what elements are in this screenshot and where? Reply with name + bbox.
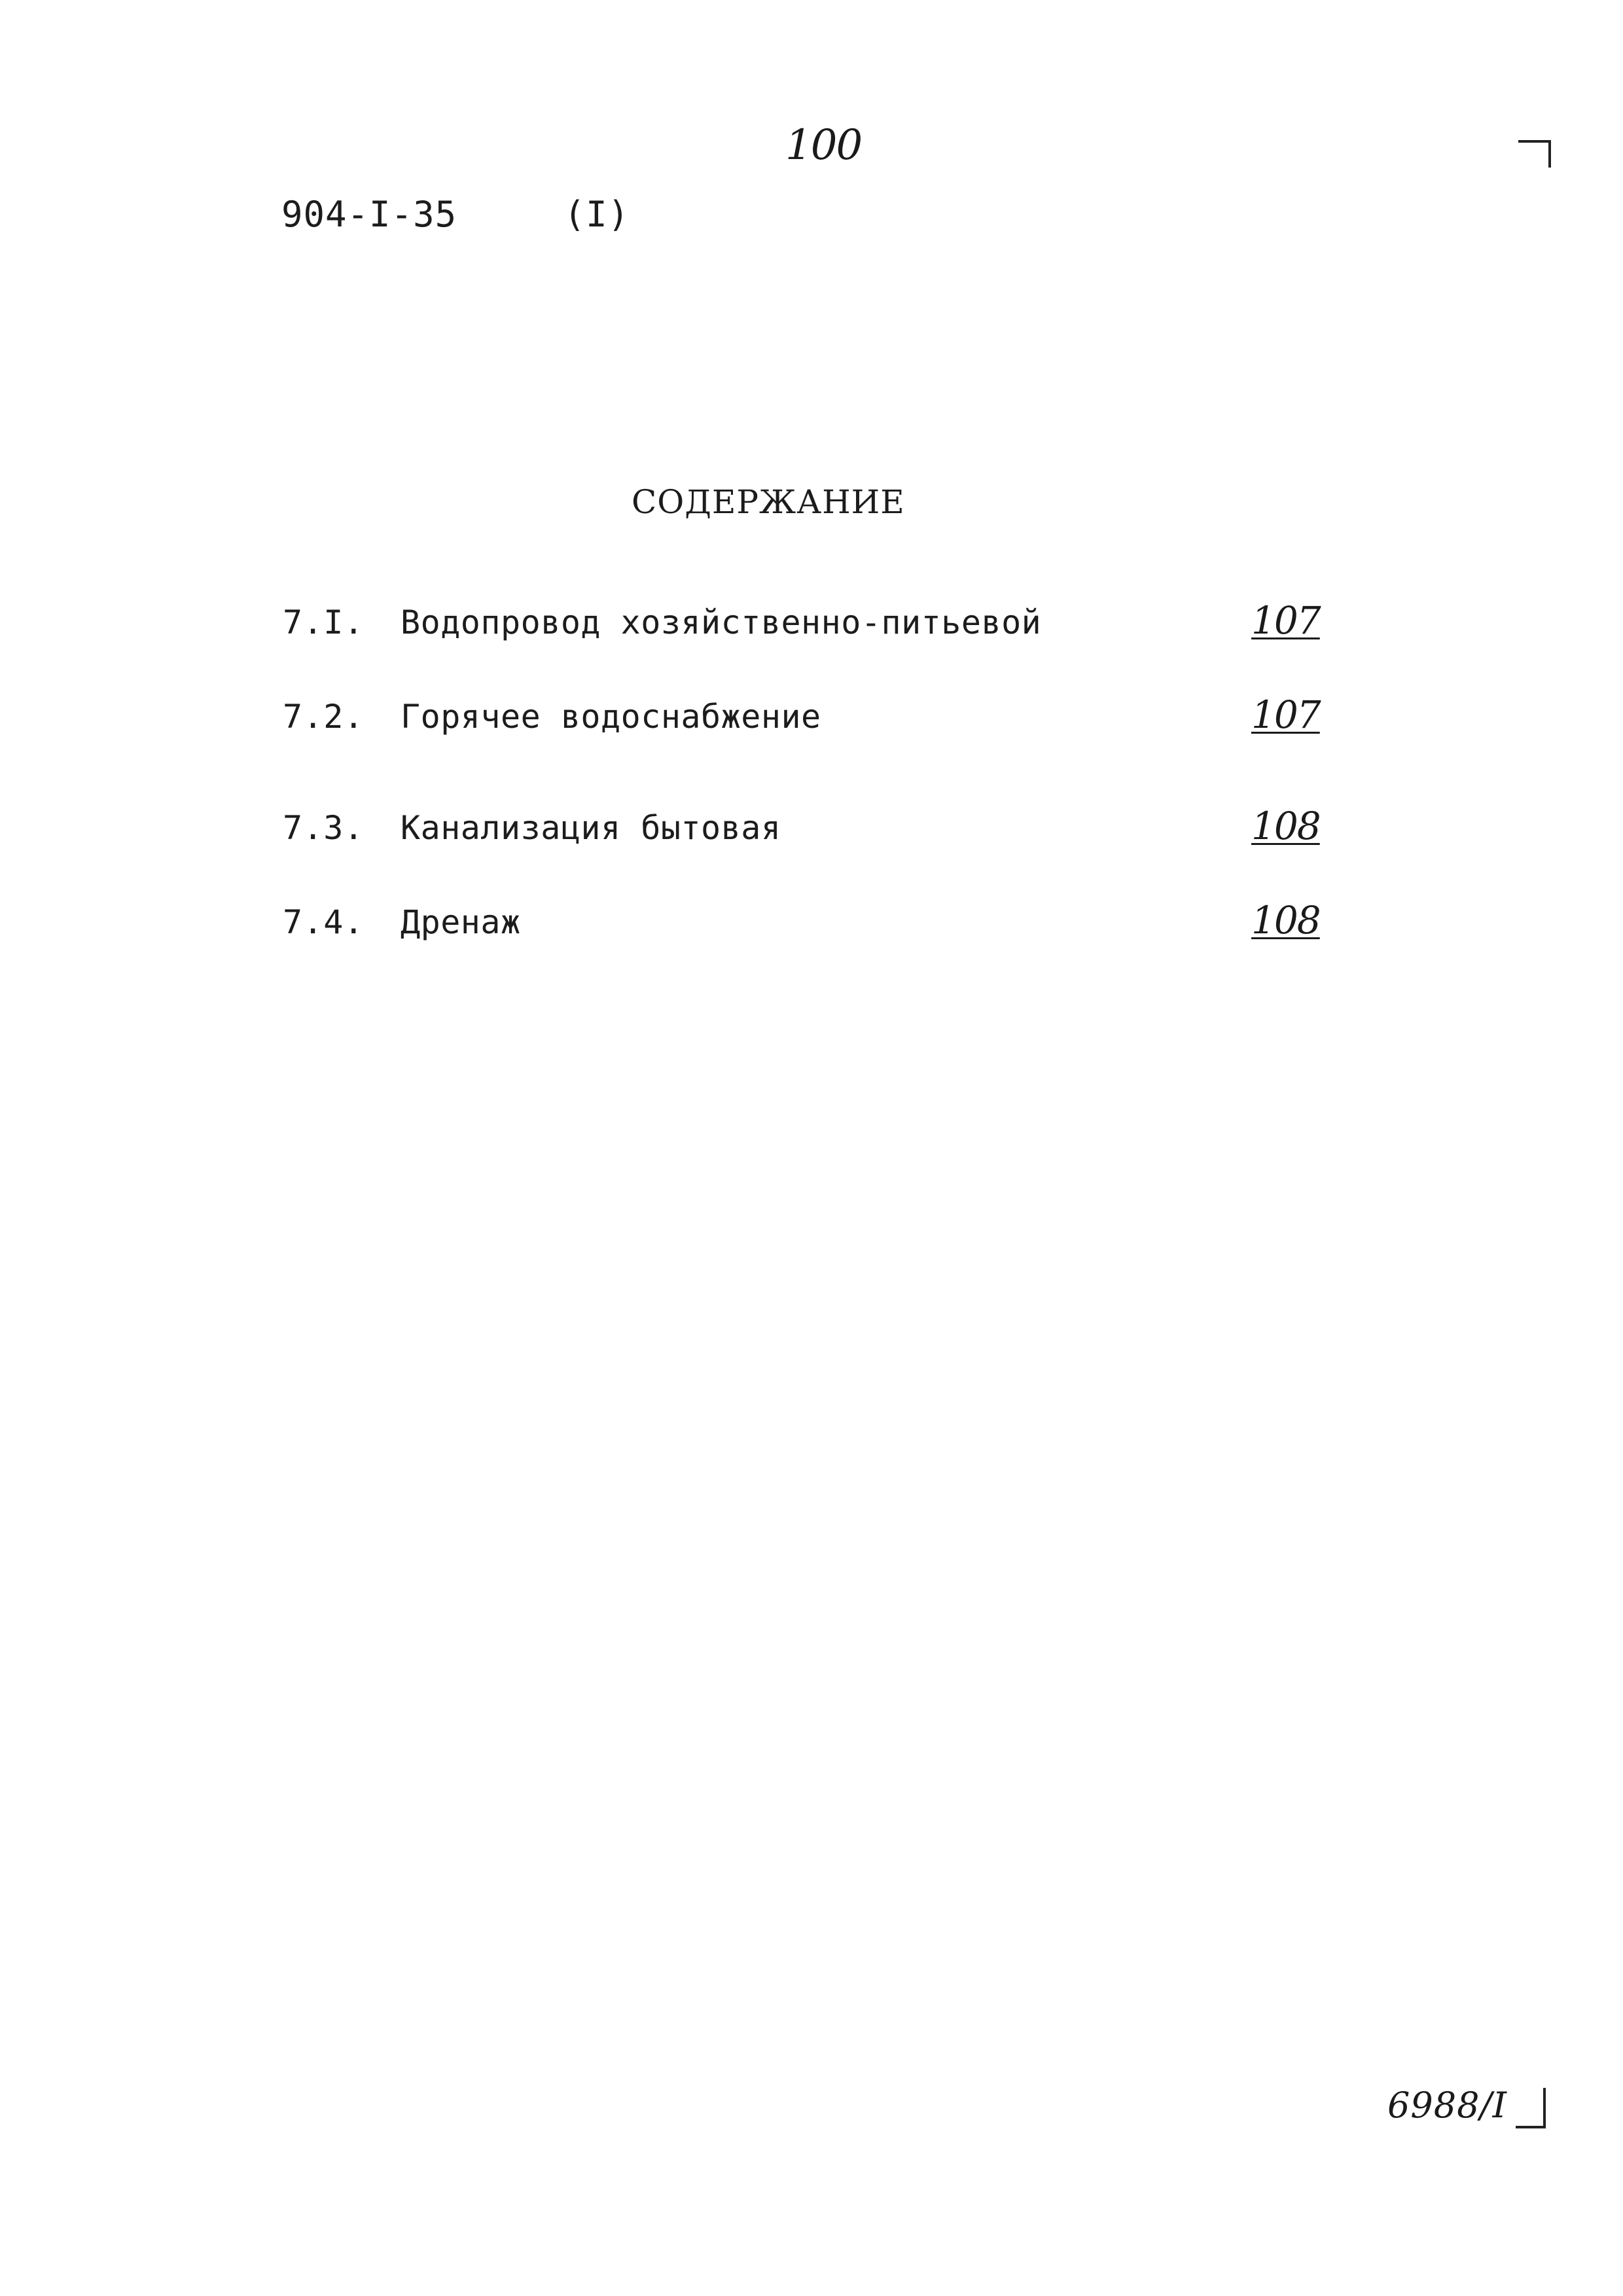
toc-item-page: 108 [1251,804,1320,848]
toc-title: СОДЕРЖАНИЕ [632,483,905,521]
toc-item [283,598,1363,662]
document-volume: (I) [563,194,630,235]
toc-item-page: 107 [1251,598,1320,643]
toc-item-number: 7.4. [283,903,365,941]
toc-item-text: Дренаж [401,903,521,941]
toc-item-page: 107 [1251,692,1320,737]
toc-item-number: 7.I. [283,603,365,641]
toc-item-text: Горячее водоснабжение [401,698,821,736]
document-code-number: 904-I-35 [281,194,457,235]
toc-item [283,804,1363,868]
toc-item [283,692,1363,757]
toc-item [283,898,1363,962]
handwritten-page-number: 100 [785,121,862,170]
archive-number: 6988/I [1387,2085,1507,2126]
toc-item-text: Водопровод хозяйственно-питьевой [401,603,1042,641]
corner-mark-bottom-right [1516,2088,1546,2128]
toc-item-number: 7.2. [283,698,365,736]
corner-mark-top-right [1518,140,1551,168]
toc-item-page: 108 [1251,898,1320,942]
toc-item-text: Канализация бытовая [401,809,781,847]
toc-list [283,0,1363,1047]
toc-item-number: 7.3. [283,809,365,847]
